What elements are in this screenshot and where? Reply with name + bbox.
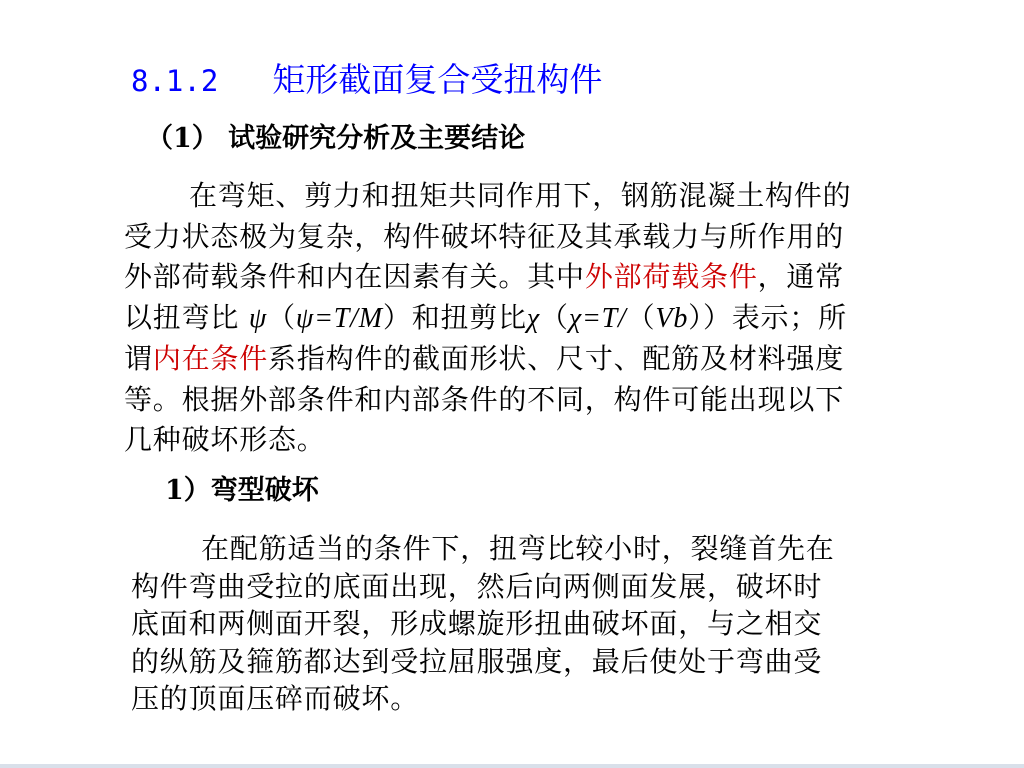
paragraph-line: 几种破坏形态。 <box>124 423 326 456</box>
text-fragment: （ <box>626 300 656 334</box>
slide-bottom-divider <box>0 764 1024 768</box>
paragraph-line <box>124 257 980 298</box>
failure-mode-heading: 1）弯型破坏 <box>165 475 319 506</box>
vb-term: Vb <box>655 302 689 334</box>
text-fragment: 系指构件的截面形状、尺寸、配筋及材料强度 <box>268 342 845 375</box>
section-title-text: 矩形截面复合受扭构件 <box>272 60 603 99</box>
torsion-shear-ratio-formula: χ=T/ <box>568 302 627 334</box>
paragraph-line: 压的顶面压碎而破坏。 <box>131 682 420 715</box>
highlight-internal-conditions: 内在条件 <box>152 342 269 375</box>
text-fragment: （ <box>540 300 569 334</box>
paragraph-bending-failure <box>131 530 951 718</box>
paragraph-line: 在弯矩、剪力和扭矩共同作用下，钢筋混凝土构件的 <box>189 179 852 212</box>
text-fragment: （ <box>267 300 296 334</box>
paragraph-line <box>124 298 980 340</box>
text-fragment: 谓 <box>124 342 153 375</box>
paragraph-line: 受力状态极为复杂，构件破坏特征及其承载力与所作用的 <box>124 219 845 253</box>
slide-title <box>131 58 851 103</box>
text-fragment: 外部荷载条件和内在因素有关。其中 <box>124 260 585 293</box>
paragraph-main <box>124 176 980 461</box>
subsection-heading: （1） 试验研究分析及主要结论 <box>146 123 526 154</box>
paragraph-line <box>124 339 980 380</box>
paragraph-line: 底面和两侧面开裂，形成螺旋形扭曲破坏面，与之相交 <box>131 607 823 640</box>
torsion-bending-ratio-formula: ψ=T/M <box>295 302 383 334</box>
psi-symbol: ψ <box>248 302 268 334</box>
paragraph-line: 在配筋适当的条件下，扭弯比较小时，裂缝首先在 <box>201 532 835 565</box>
text-fragment: 以扭弯比 <box>124 300 249 334</box>
highlight-external-conditions: 外部荷载条件 <box>584 260 758 293</box>
chi-symbol: χ <box>526 302 541 334</box>
paragraph-line: 的纵筋及箍筋都达到受拉屈服强度，最后使处于弯曲受 <box>131 644 823 678</box>
section-number: 8.1.2 <box>131 64 219 98</box>
text-fragment: ，通常 <box>757 260 845 293</box>
paragraph-line: 构件弯曲受拉的底面出现，然后向两侧面发展，破坏时 <box>131 569 823 603</box>
text-fragment: ））表示；所 <box>688 300 847 334</box>
paragraph-line: 等。根据外部条件和内部条件的不同，构件可能出现以下 <box>124 382 845 416</box>
text-fragment: ）和扭剪比 <box>382 300 527 334</box>
